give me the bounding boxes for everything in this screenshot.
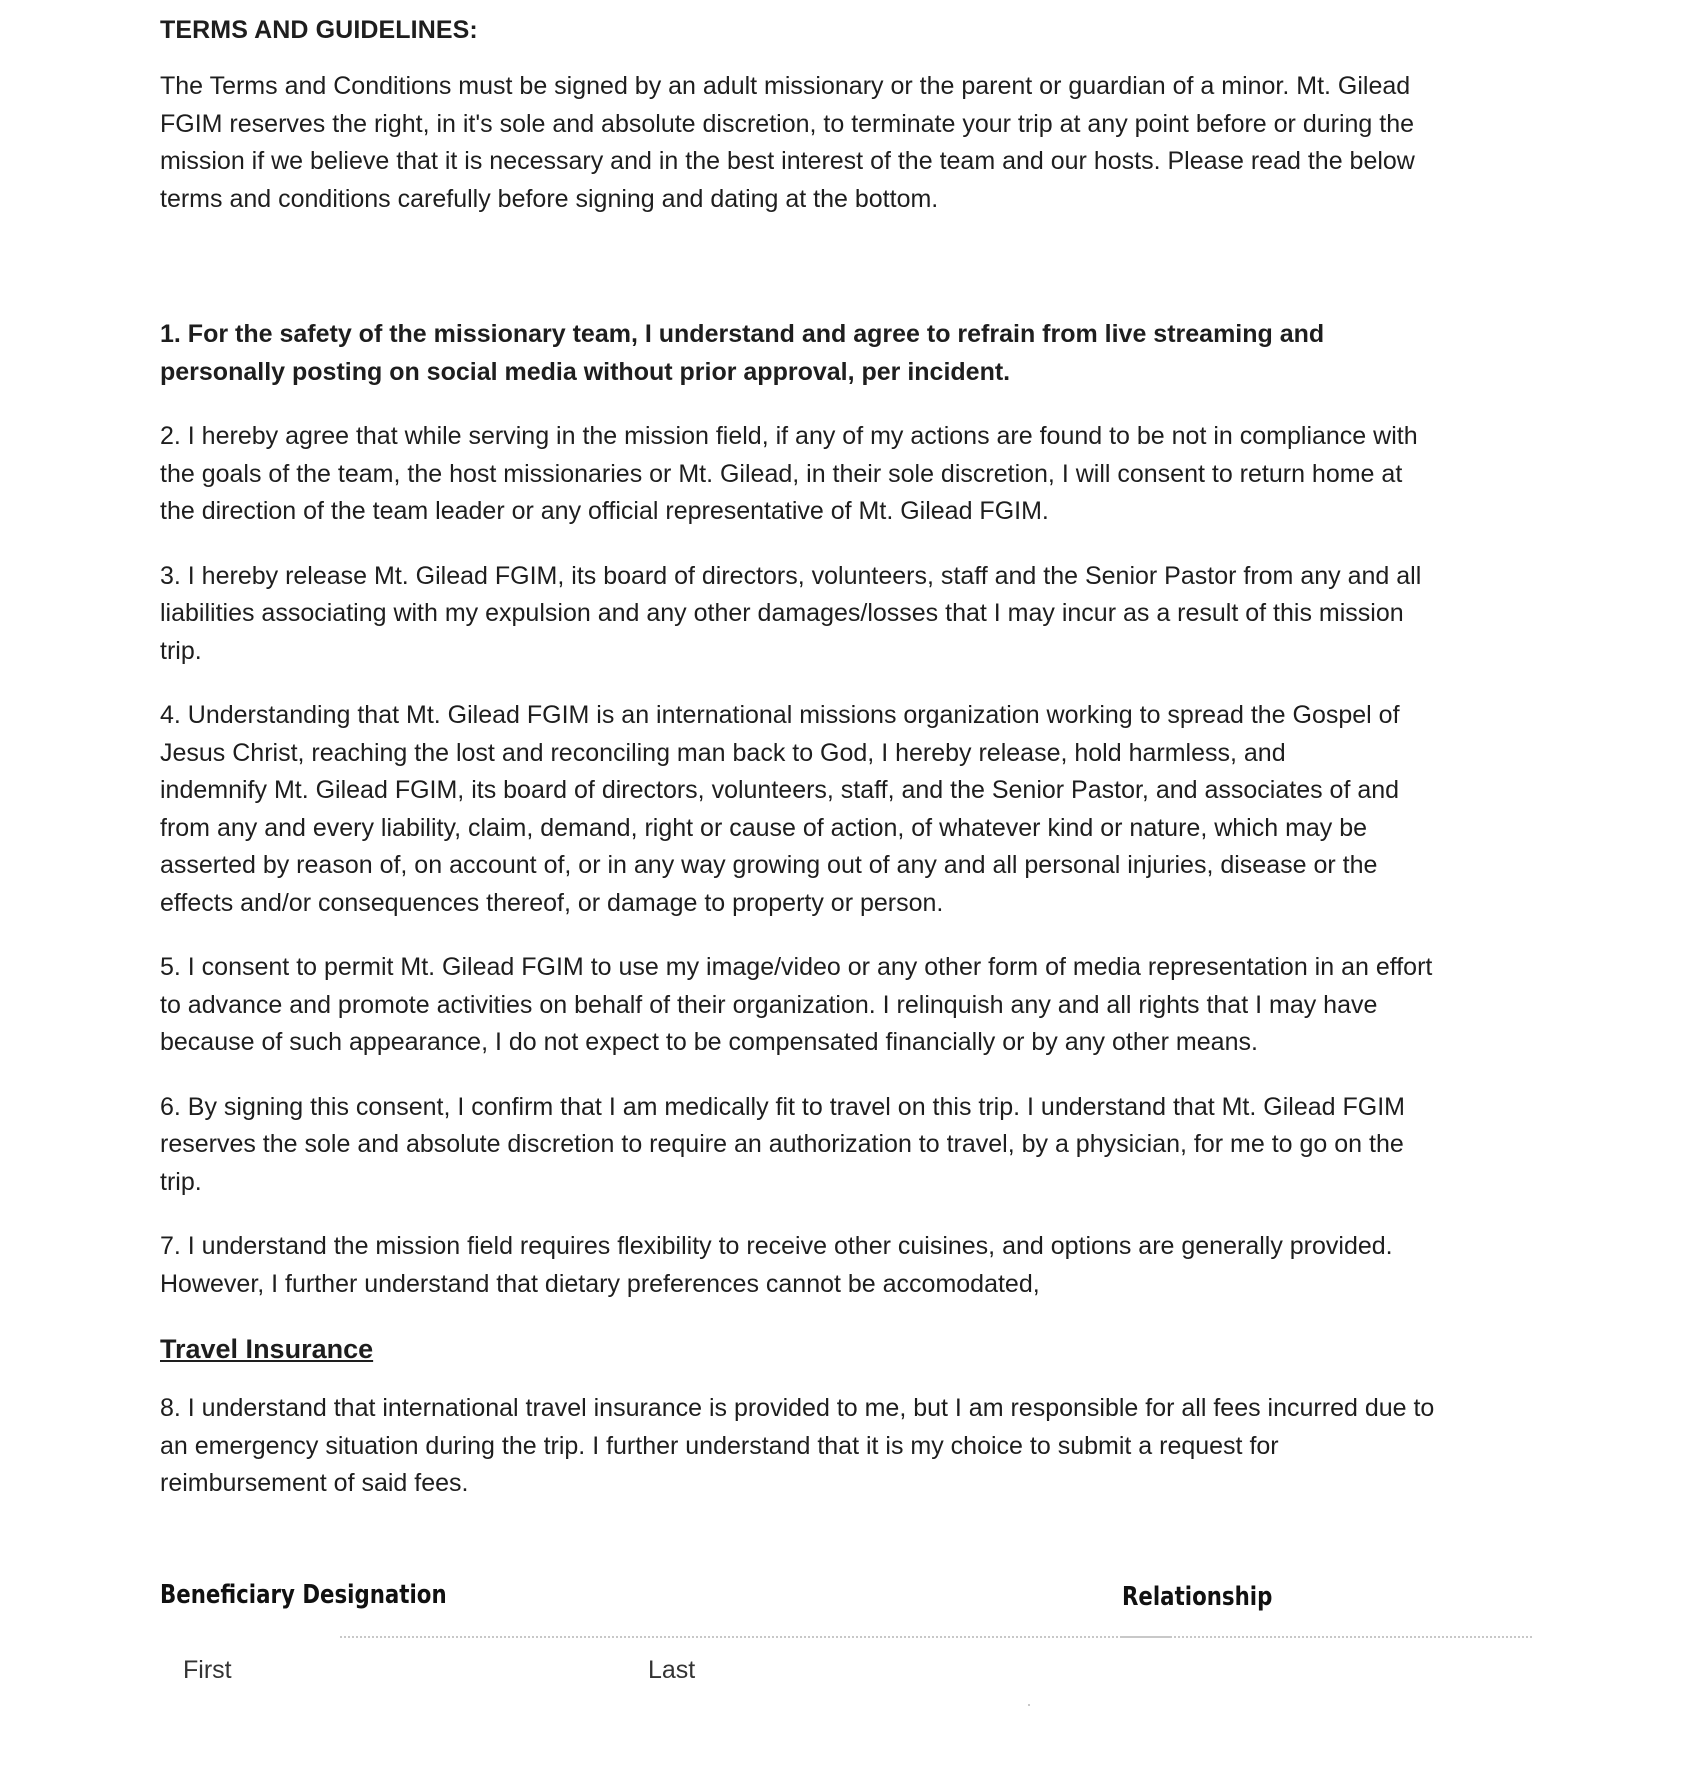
beneficiary-form [160, 1580, 1560, 1760]
intro-paragraph: The Terms and Conditions must be signed by an adult missionary or the parent or guardian of a minor. Mt. Gilead FGIM reserves the right, in it's sole and absolute discretion, to terminate your trip at any point before or during the mission if we believe that it is necessary and in the best interest of the team and our hosts. Please read the below terms and conditions carefully before signing and dating at the bottom. [160, 72, 1415, 213]
term-4: 4. Understanding that Mt. Gilead FGIM is an international missions organization working to spread the Gospel of Jesus Christ, reaching the lost and reconciling man back to God, I hereby release, hold harmless, and indemnify Mt. Gilead FGIM, its board of directors, volunteers, staff, and the Senior Pastor, and associates of and from any and every liability, claim, demand, right or cause of action, of whatever kind or nature, which may be asserted by reason of, on account of, or in any way growing out of any and all personal injuries, disease or the effects and/or consequences thereof, or damage to property or person. [160, 701, 1400, 917]
first-name-label: First [183, 1656, 232, 1684]
beneficiary-name-field[interactable] [340, 1636, 1170, 1638]
term-5: 5. I consent to permit Mt. Gilead FGIM to use my image/video or any other form of media representation in an effort to advance and promote activities on behalf of their organization. I relinquish any and all rights that I may have because of such appearance, I do not expect to be compensated financially or by any other means. [160, 953, 1433, 1056]
last-name-label: Last [648, 1656, 696, 1684]
travel-insurance-title: Travel Insurance [160, 1334, 374, 1364]
term-6: 6. By signing this consent, I confirm that I am medically fit to travel on this trip. I understand that Mt. Gilead FGIM reserves the sole and absolute discretion to require an authorization to travel, by a physician, for me to go on the trip. [160, 1092, 1405, 1196]
term-7: 7. I understand the mission field requires flexibility to receive other cuisines, and options are generally provided. However, I further understand that dietary preferences cannot be accomodated, [160, 1232, 1393, 1298]
term-8: 8. I understand that international travel insurance is provided to me, but I am responsible for all fees incurred due to an emergency situation during the trip. I further understand that it is my choice to submit a request for reimbursement of said fees. [160, 1394, 1435, 1497]
term-2: 2. I hereby agree that while serving in the mission field, if any of my actions are found to be not in compliance with the goals of the team, the host missionaries or Mt. Gilead, in their sole discretion, I will consent to return home at the direction of the team leader or any official representative of Mt. Gilead FGIM. [160, 422, 1418, 525]
relationship-field[interactable] [1122, 1636, 1532, 1638]
beneficiary-designation-label: Beneficiary Designation [160, 1580, 447, 1610]
scan-speck [1028, 1704, 1030, 1706]
relationship-label: Relationship [1122, 1582, 1273, 1612]
page-heading: TERMS AND GUIDELINES: [160, 16, 478, 44]
term-1: 1. For the safety of the missionary team, I understand and agree to refrain from live streaming and personally posting on social media without prior approval, per incident. [160, 320, 1325, 386]
term-3: 3. I hereby release Mt. Gilead FGIM, its board of directors, volunteers, staff and the Senior Pastor from any and all liabilities associating with my expulsion and any other damages/losses that I may incur as a result of this mission trip. [160, 561, 1422, 665]
document-page [160, 12, 1560, 1530]
